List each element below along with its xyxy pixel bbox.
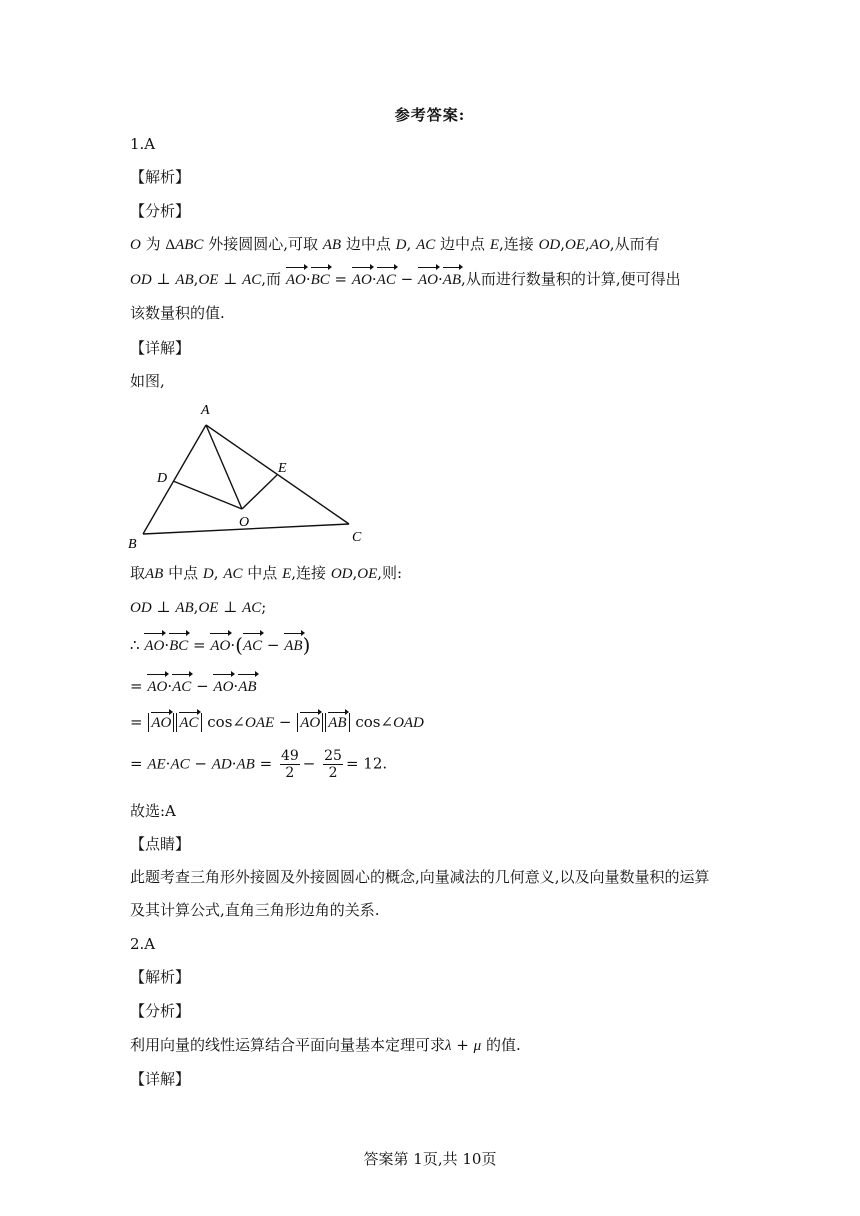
q1-comment-line-2: 及其计算公式,直角三角形边角的关系.: [130, 901, 380, 919]
label-B: B: [128, 537, 137, 552]
q1-analysis-line-3: 该数量积的值.: [130, 304, 225, 322]
label-O: O: [239, 515, 250, 530]
q1-perpendicular: OD ⊥ AB,OE ⊥ AC;: [130, 598, 267, 616]
q2-tag-fenxi: 【分析】: [130, 1002, 191, 1020]
q2-analysis: 利用向量的线性运算结合平面向量基本定理可求λ + μ 的值.: [130, 1036, 521, 1054]
q1-step-2: = AO·AC − AO·AB: [130, 675, 257, 698]
q1-analysis-line-2: OD ⊥ AB,OE ⊥ AC,而 AO·BC = AO·AC − AO·AB,从而进行数量积的计算,便可得出: [130, 268, 681, 291]
q1-comment-line-1: 此题考查三角形外接圆及外接圆圆心的概念,向量减法的几何意义,以及向量数量积的运算: [130, 868, 710, 886]
q1-tag-fenxi: 【分析】: [130, 202, 191, 220]
q2-tag-jiexi: 【解析】: [130, 968, 191, 986]
q2-tag-xiangjie: 【详解】: [130, 1070, 191, 1088]
triangle-figure: [120, 395, 380, 555]
q1-step-3: = AO AC cos∠OAE − AO AB cos∠OAD: [130, 713, 424, 731]
question-2-answer: 2.A: [130, 935, 156, 953]
q1-step-1: ∴ AO·BC = AO·(AC − AB): [130, 633, 311, 657]
label-E: E: [278, 461, 287, 476]
q1-take-midpoints: 取AB 中点 D, AC 中点 E,连接 OD,OE,则:: [130, 564, 403, 582]
label-C: C: [352, 530, 362, 545]
question-1-answer: 1.A: [130, 135, 156, 153]
fraction-25-2: $\frac{25}{2}$: [324, 748, 342, 781]
q1-rutu: 如图,: [130, 372, 165, 390]
page-footer: 答案第 1页,共 10页: [363, 1150, 497, 1168]
q1-tag-dianjing: 【点睛】: [130, 835, 191, 853]
q1-analysis-line-1: O 为 ΔABC 外接圆圆心,可取 AB 边中点 D, AC 边中点 E,连接 OD,OE,AO,从而有: [130, 235, 660, 253]
q1-tag-xiangjie: 【详解】: [130, 339, 191, 357]
q1-step-4: = AE·AC − AD·AB = $\frac{49}{2}$ − $\frac{25}{2}$ = 12.: [130, 748, 388, 781]
page-title: 参考答案:: [394, 106, 466, 124]
q1-guxuan: 故选:A: [130, 802, 176, 820]
q1-tag-jiexi: 【解析】: [130, 168, 191, 186]
label-D: D: [157, 471, 168, 486]
fraction-49-2: $\frac{49}{2}$: [280, 748, 299, 781]
label-A: A: [201, 403, 210, 418]
